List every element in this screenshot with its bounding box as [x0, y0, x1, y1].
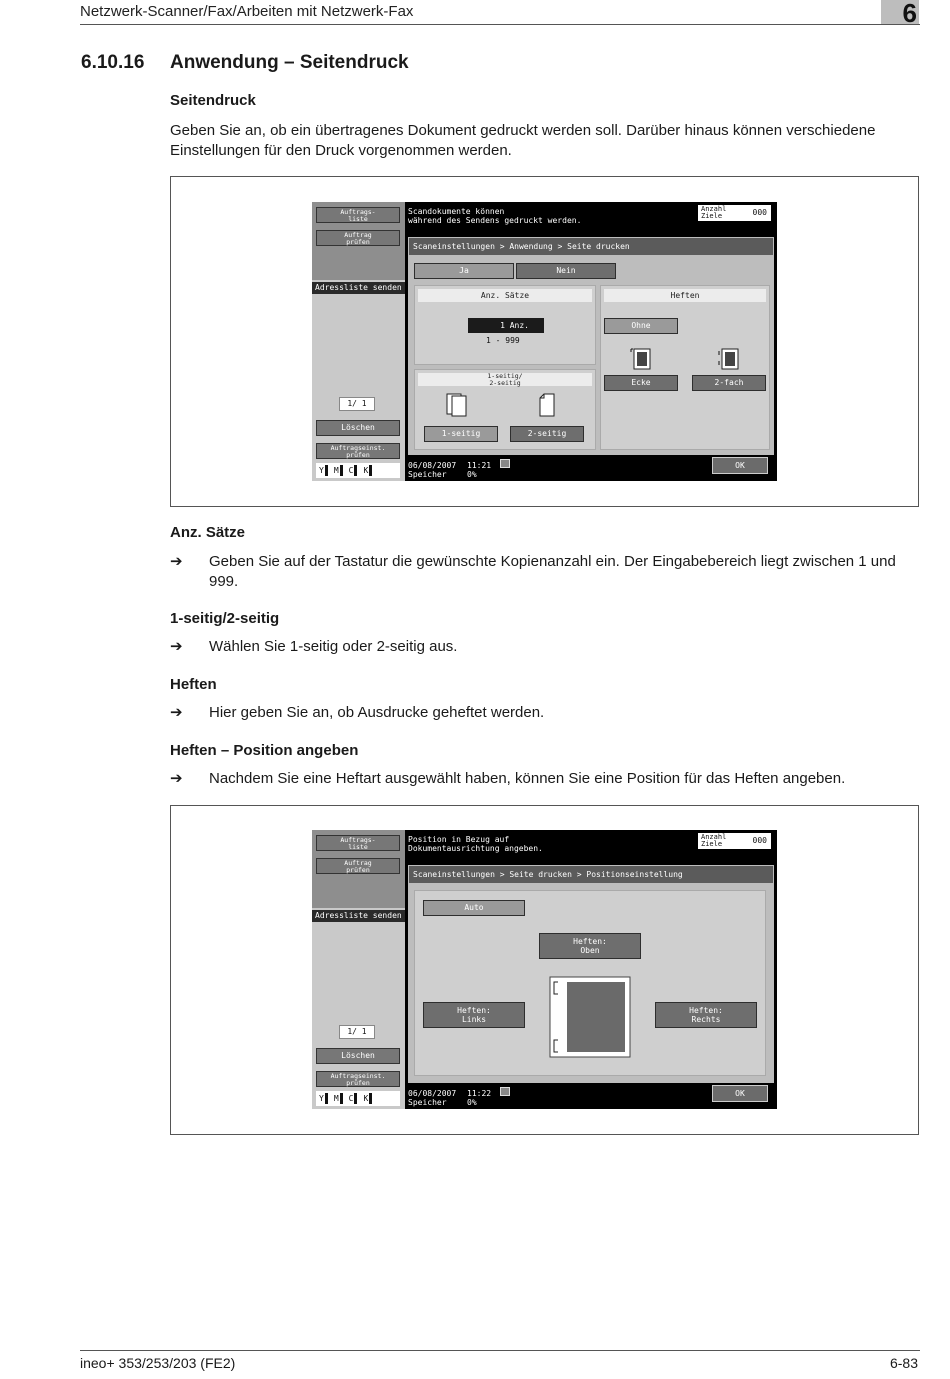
item-text-position: Nachdem Sie eine Heftart ausgewählt haben, können Sie eine Position für das Heften angeben. [209, 770, 846, 787]
destination-count-label: Anzahl Ziele [701, 205, 727, 220]
duplex-icon [534, 392, 558, 418]
check-settings-button[interactable]: Auftragseinst. prüfen [316, 443, 400, 459]
zweifach-button[interactable]: 2-fach [692, 375, 766, 391]
double-staple-icon [718, 347, 740, 371]
check-job-button[interactable]: Auftrag prüfen [316, 230, 400, 246]
ok-button[interactable]: OK [712, 457, 768, 474]
toner-m-label: M [333, 466, 340, 475]
screen-message: Position in Bezug auf Dokumentausrichtung angeben. [408, 835, 543, 853]
address-list-label: Adressliste senden [312, 282, 405, 294]
toner-levels [316, 1091, 400, 1106]
copies-input[interactable]: 1 Anz. [468, 318, 544, 333]
corner-staple-icon [630, 347, 652, 371]
anz-saetze-label: Anz. Sätze [418, 289, 592, 302]
zweiseitig-button[interactable]: 2-seitig [510, 426, 584, 442]
toner-y-label: Y [319, 466, 325, 475]
staple-left-button[interactable]: Heften: Links [423, 1002, 525, 1028]
arrow-icon: ➔ [170, 704, 183, 721]
item-heading-anz: Anz. Sätze [170, 524, 246, 541]
delete-button[interactable]: Löschen [316, 420, 400, 436]
footer-rule [80, 1350, 920, 1351]
status-time [467, 1089, 491, 1107]
toner-c-bar [354, 1093, 357, 1104]
address-list-label: Adressliste senden [312, 910, 405, 922]
destination-count-value: 000 [752, 208, 767, 217]
chapter-number: 6 [902, 0, 917, 28]
seitig-label: 1-seitig/ 2-seitig [418, 373, 592, 386]
toner-k-label: K [363, 466, 370, 475]
heften-label: Heften [604, 289, 766, 302]
intro-heading: Seitendruck [170, 92, 256, 109]
ok-button[interactable]: OK [712, 1085, 768, 1102]
screen-seitendruck [312, 202, 777, 481]
toner-y-label: Y [319, 1094, 325, 1103]
status-memory: Speicher [408, 1098, 447, 1107]
page-indicator: 1/ 1 [339, 1025, 375, 1039]
toner-m-bar [340, 1093, 343, 1104]
destination-count-value: 000 [752, 836, 767, 845]
nein-button[interactable]: Nein [516, 263, 616, 279]
toner-m-bar [340, 465, 343, 476]
section-number: 6.10.16 [81, 52, 145, 73]
toner-y-bar [325, 465, 328, 476]
breadcrumb: Scaneinstellungen > Seite drucken > Positionseinstellung [409, 866, 773, 883]
job-list-button[interactable]: Auftrags- liste [316, 207, 400, 223]
running-header: Netzwerk-Scanner/Fax/Arbeiten mit Netzwerk-Fax [80, 3, 414, 20]
delete-button[interactable]: Löschen [316, 1048, 400, 1064]
status-date [408, 461, 456, 479]
status-memory: Speicher [408, 470, 447, 479]
status-icon [500, 459, 510, 468]
status-date-value: 06/08/2007 [408, 461, 457, 470]
section-title: Anwendung – Seitendruck [170, 52, 409, 73]
ecke-button[interactable]: Ecke [604, 375, 678, 391]
breadcrumb: Scaneinstellungen > Anwendung > Seite drucken [409, 238, 773, 255]
item-heading-seitig: 1-seitig/2-seitig [170, 610, 280, 627]
staple-top-button[interactable]: Heften: Oben [539, 933, 641, 959]
status-percent: 0% [467, 1098, 477, 1107]
toner-y-bar [325, 1093, 328, 1104]
item-heading-position: Heften – Position angeben [170, 742, 359, 759]
chapter-tab [881, 0, 919, 28]
toner-c-label: C [348, 1094, 355, 1103]
check-settings-button[interactable]: Auftragseinst. prüfen [316, 1071, 400, 1087]
copies-range: 1 - 999 [486, 336, 520, 345]
item-text-seitig: Wählen Sie 1-seitig oder 2-seitig aus. [209, 638, 458, 655]
staple-right-button[interactable]: Heften: Rechts [655, 1002, 757, 1028]
intro-text: Geben Sie an, ob ein übertragenes Dokument gedruckt werden soll. Darüber hinaus können verschiedene Einstellungen für den Druck vorgenommen werden. [170, 122, 876, 159]
arrow-icon: ➔ [170, 770, 183, 787]
header-rule [80, 24, 920, 25]
einseitig-button[interactable]: 1-seitig [424, 426, 498, 442]
destination-count-box [698, 205, 771, 221]
toner-k-bar [369, 465, 372, 476]
ja-button[interactable]: Ja [414, 263, 514, 279]
toner-c-bar [354, 465, 357, 476]
toner-k-bar [369, 1093, 372, 1104]
page-indicator: 1/ 1 [339, 397, 375, 411]
arrow-icon: ➔ [170, 638, 183, 655]
ohne-button[interactable]: Ohne [604, 318, 678, 334]
footer-model: ineo+ 353/253/203 (FE2) [80, 1355, 236, 1371]
auto-button[interactable]: Auto [423, 900, 525, 916]
status-time-value: 11:22 [467, 1089, 492, 1098]
check-job-button[interactable]: Auftrag prüfen [316, 858, 400, 874]
toner-c-label: C [348, 466, 355, 475]
item-text-heften: Hier geben Sie an, ob Ausdrucke geheftet werden. [209, 704, 545, 721]
status-date [408, 1089, 456, 1107]
status-time [467, 461, 491, 479]
toner-levels [316, 463, 400, 478]
toner-m-label: M [333, 1094, 340, 1103]
status-percent: 0% [467, 470, 477, 479]
footer-page-number: 6-83 [889, 1355, 918, 1371]
heften-panel [600, 285, 770, 450]
screen-position [312, 830, 777, 1109]
job-list-button[interactable]: Auftrags- liste [316, 835, 400, 851]
item-text-anz: Geben Sie auf der Tastatur die gewünschte Kopienanzahl ein. Der Eingabebereich liegt zwischen 1 und 999. [209, 553, 896, 590]
simplex-icon [445, 392, 469, 418]
arrow-icon: ➔ [170, 553, 183, 570]
status-time-value: 11:21 [467, 461, 492, 470]
status-icon [500, 1087, 510, 1096]
screen-message: Scandokumente können während des Sendens gedruckt werden. [408, 207, 582, 225]
destination-count-box [698, 833, 771, 849]
destination-count-label: Anzahl Ziele [701, 833, 727, 848]
toner-k-label: K [363, 1094, 370, 1103]
status-date-value: 06/08/2007 [408, 1089, 457, 1098]
item-heading-heften: Heften [170, 676, 217, 693]
page-preview-icon [549, 976, 631, 1058]
